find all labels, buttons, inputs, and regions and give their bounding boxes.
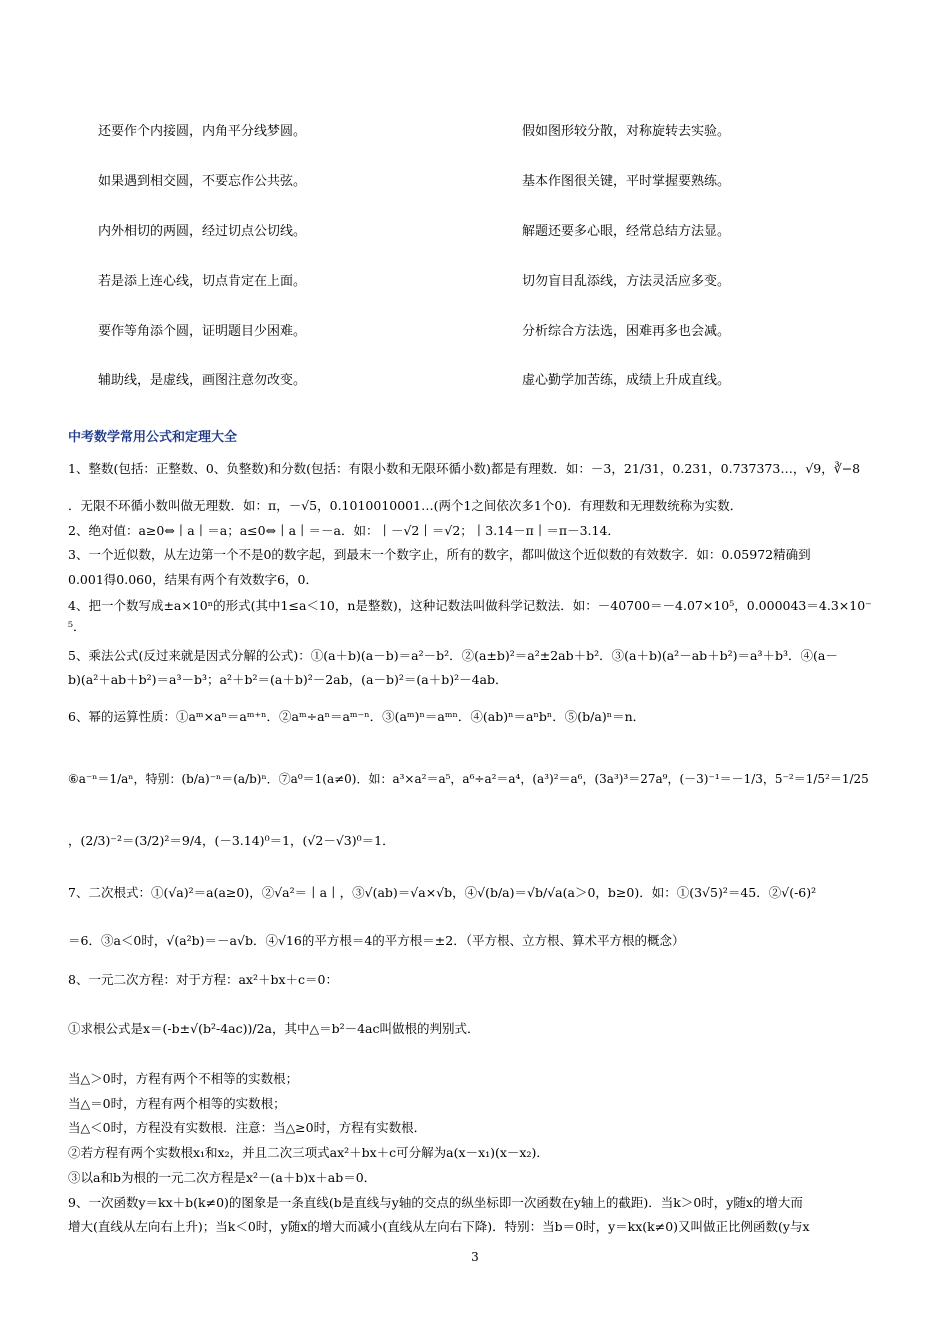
formula-line: 7、二次根式：①(√a)²＝a(a≥0)，②√a²＝丨a丨，③√(ab)＝√a×√b，④√(b/a)＝√b/√a(a＞0，b≥0)．如：①(3√5)²＝45．②√(-6)² xyxy=(68,885,817,900)
section-title: 中考数学常用公式和定理大全 xyxy=(68,430,238,445)
formula-line: 2、绝对值：a≥0⇔丨a丨＝a；a≤0⇔丨a丨＝－a．如：丨－√2丨＝√2；丨3.14－π丨＝π－3.14． xyxy=(68,523,620,538)
formula-line: 1、整数(包括：正整数、0、负整数)和分数(包括：有限小数和无限环循小数)都是有理数．如：－3，21/31，0.231，0.737373…，√9，∛−8 xyxy=(68,461,861,476)
page-number: 3 xyxy=(471,1250,479,1264)
formula-line: 当△＝0时，方程有两个相等的实数根； xyxy=(68,1096,286,1111)
formula-line: ⁵． xyxy=(68,619,86,634)
formula-line: 0.001得0.060，结果有两个有效数字6，0． xyxy=(68,572,318,587)
poem-line: 如果遇到相交圆，不要忘作公共弦。 xyxy=(98,174,307,189)
formula-line: 增大(直线从左向右上升)；当k＜0时，y随x的增大而减小(直线从左向右下降)．特别：当b＝0时，y＝kx(k≠0)又叫做正比例函数(y与x xyxy=(68,1219,810,1234)
poem-line: 内外相切的两圆，经过切点公切线。 xyxy=(98,224,307,239)
formula-line: 3、一个近似数，从左边第一个不是0的数字起，到最末一个数字止，所有的数字，都叫做这个近似数的有效数字．如：0.05972精确到 xyxy=(68,547,811,562)
formula-line: 4、把一个数写成±a×10ⁿ的形式(其中1≤a＜10，n是整数)，这种记数法叫做科学记数法．如：－40700＝－4.07×10⁵，0.000043＝4.3×10⁻ xyxy=(68,598,872,613)
formula-line: ⑥a⁻ⁿ＝1/aⁿ，特别：(b/a)⁻ⁿ＝(a/b)ⁿ．⑦a⁰＝1(a≠0)．如：a³×a²＝a⁵，a⁶÷a²＝a⁴，(a³)²＝a⁶，(3a³)³＝27a⁹，(－3)⁻¹＝－1/3，5⁻²＝1/5²＝1/25 xyxy=(68,772,869,786)
poem-line: 还要作个内接圆，内角平分线梦圆。 xyxy=(98,124,307,139)
formula-line: 当△＞0时，方程有两个不相等的实数根； xyxy=(68,1071,299,1086)
formula-line: ．无限不环循小数叫做无理数．如：π，－√5，0.1010010001…(两个1之间依次多1个0)．有理数和无理数统称为实数． xyxy=(68,498,743,513)
formula-line: ，(2/3)⁻²＝(3/2)²＝9/4，(－3.14)⁰＝1，(√2－√3)⁰＝1． xyxy=(68,833,395,848)
formula-line: 8、一元二次方程：对于方程：ax²＋bx＋c＝0： xyxy=(68,972,338,987)
poem-line: 要作等角添个圆，证明题目少困难。 xyxy=(98,324,307,339)
formula-line: b)(a²＋ab＋b²)＝a³－b³；a²＋b²＝(a＋b)²－2ab，(a－b)²＝(a＋b)²－4ab． xyxy=(68,672,508,687)
formula-line: ②若方程有两个实数根x₁和x₂，并且二次三项式ax²＋bx＋c可分解为a(x－x₁)(x－x₂)． xyxy=(68,1145,549,1160)
formula-line: ＝6．③a＜0时，√(a²b)＝－a√b．④√16的平方根＝4的平方根＝±2．（平方根、立方根、算术平方根的概念） xyxy=(68,933,685,948)
formula-line: 9、一次函数y＝kx＋b(k≠0)的图象是一条直线(b是直线与y轴的交点的纵坐标即一次函数在y轴上的截距)．当k＞0时，y随x的增大而 xyxy=(68,1195,803,1210)
poem-line: 若是添上连心线，切点肯定在上面。 xyxy=(98,274,307,289)
poem-line: 辅助线，是虚线，画图注意勿改变。 xyxy=(98,373,307,388)
poem-line: 切勿盲目乱添线，方法灵活应多变。 xyxy=(522,274,731,289)
formula-line: ①求根公式是x＝(-b±√(b²-4ac))/2a，其中△＝b²－4ac叫做根的判别式． xyxy=(68,1021,480,1036)
formula-line: 5、乘法公式(反过来就是因式分解的公式)：①(a＋b)(a－b)＝a²－b²．②(a±b)²＝a²±2ab＋b²．③(a＋b)(a²－ab＋b²)＝a³＋b³．④(a－ xyxy=(68,648,838,663)
formula-line: 当△＜0时，方程没有实数根．注意：当△≥0时，方程有实数根． xyxy=(68,1120,427,1135)
poem-line: 虚心勤学加苦练，成绩上升成直线。 xyxy=(522,373,731,388)
poem-line: 基本作图很关键，平时掌握要熟练。 xyxy=(522,174,731,189)
formula-line: 6、幂的运算性质：①aᵐ×aⁿ＝aᵐ⁺ⁿ．②aᵐ÷aⁿ＝aᵐ⁻ⁿ．③(aᵐ)ⁿ＝aᵐⁿ．④(ab)ⁿ＝aⁿbⁿ．⑤(b/a)ⁿ＝n． xyxy=(68,709,646,724)
formula-line: ③以a和b为根的一元二次方程是x²－(a＋b)x＋ab＝0． xyxy=(68,1170,377,1185)
poem-line: 解题还要多心眼，经常总结方法显。 xyxy=(522,224,731,239)
poem-line: 假如图形较分散，对称旋转去实验。 xyxy=(522,124,731,139)
poem-line: 分析综合方法选，困难再多也会减。 xyxy=(522,324,731,339)
